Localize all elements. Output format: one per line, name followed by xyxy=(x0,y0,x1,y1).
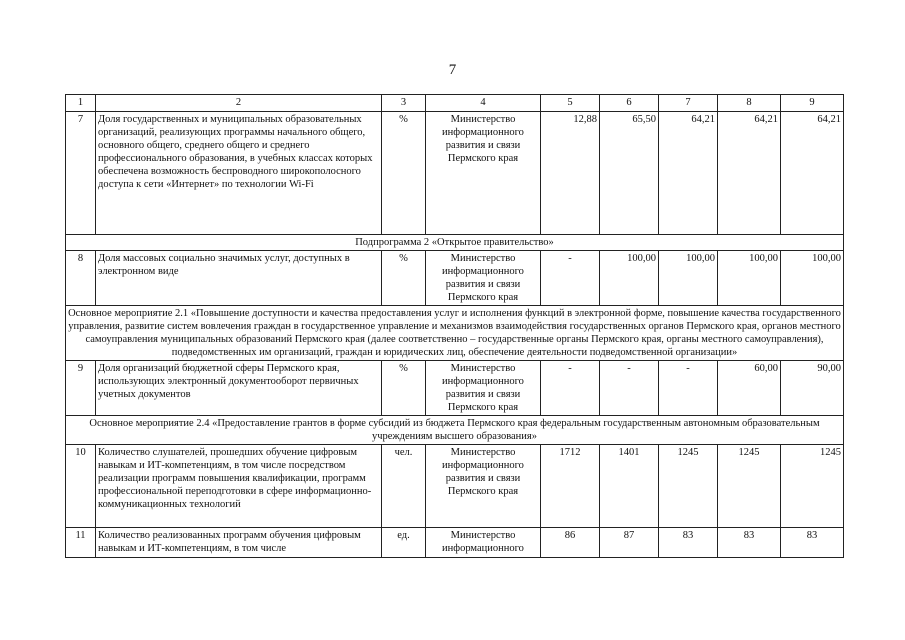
table-row xyxy=(66,361,844,416)
indicators-table xyxy=(65,94,844,558)
value-col-7: 1245 xyxy=(659,445,718,528)
table-row xyxy=(66,251,844,306)
responsible: Министерство информационного развития и связи Пермского края xyxy=(426,445,541,528)
value-col-9: 100,00 xyxy=(781,251,844,306)
value-col-8: 83 xyxy=(718,528,781,558)
value-col-7: 64,21 xyxy=(659,112,718,235)
value-col-6: 100,00 xyxy=(600,251,659,306)
responsible: Министерство информационного xyxy=(426,528,541,558)
value-col-9: 90,00 xyxy=(781,361,844,416)
header-col-3: 3 xyxy=(382,95,426,112)
responsible: Министерство информационного развития и связи Пермского края xyxy=(426,251,541,306)
responsible: Министерство информационного развития и связи Пермского края xyxy=(426,112,541,235)
page-number: 7 xyxy=(448,62,457,78)
value-col-7: 83 xyxy=(659,528,718,558)
indicator-name: Доля организаций бюджетной сферы Пермского края, использующих электронный документооборот первичных учетных документов xyxy=(96,361,382,416)
value-col-5: - xyxy=(541,251,600,306)
value-col-8: 64,21 xyxy=(718,112,781,235)
row-number: 8 xyxy=(66,251,96,306)
table-row xyxy=(66,112,844,235)
header-col-5: 5 xyxy=(541,95,600,112)
row-number: 10 xyxy=(66,445,96,528)
subprogram-title: Подпрограмма 2 «Открытое правительство» xyxy=(66,235,844,251)
row-number: 9 xyxy=(66,361,96,416)
header-col-4: 4 xyxy=(426,95,541,112)
value-col-8: 1245 xyxy=(718,445,781,528)
value-col-5: 12,88 xyxy=(541,112,600,235)
value-col-5: 1712 xyxy=(541,445,600,528)
indicator-name: Доля массовых социально значимых услуг, доступных в электронном виде xyxy=(96,251,382,306)
activity-2-4-title: Основное мероприятие 2.4 «Предоставление грантов в форме субсидий из бюджета Пермского края федеральным государственным автономным образовательным учреждениям высшего образования» xyxy=(66,416,844,445)
header-col-8: 8 xyxy=(718,95,781,112)
header-row xyxy=(66,95,844,112)
value-col-9: 83 xyxy=(781,528,844,558)
value-col-7: 100,00 xyxy=(659,251,718,306)
unit: ед. xyxy=(382,528,426,558)
value-col-7: - xyxy=(659,361,718,416)
value-col-8: 60,00 xyxy=(718,361,781,416)
indicator-name: Количество слушателей, прошедших обучение цифровым навыкам и ИТ-компетенциям, в том числе посредством реализации программ повышения квалификации, программ профессиональной переподготовки в сфере информационно-коммуникационных технологий xyxy=(96,445,382,528)
value-col-5: - xyxy=(541,361,600,416)
header-col-6: 6 xyxy=(600,95,659,112)
unit: % xyxy=(382,112,426,235)
activity-row xyxy=(66,416,844,445)
header-col-9: 9 xyxy=(781,95,844,112)
unit: % xyxy=(382,361,426,416)
header-col-1: 1 xyxy=(66,95,96,112)
table-row xyxy=(66,445,844,528)
responsible: Министерство информационного развития и связи Пермского края xyxy=(426,361,541,416)
unit: чел. xyxy=(382,445,426,528)
table-row xyxy=(66,528,844,558)
indicator-name: Количество реализованных программ обучения цифровым навыкам и ИТ-компетенциям, в том числе xyxy=(96,528,382,558)
value-col-5: 86 xyxy=(541,528,600,558)
value-col-6: - xyxy=(600,361,659,416)
header-col-7: 7 xyxy=(659,95,718,112)
row-number: 11 xyxy=(66,528,96,558)
activity-2-1-title: Основное мероприятие 2.1 «Повышение доступности и качества предоставления услуг и исполнения функций в электронной форме, повышение качества государственного управления, развитие систем вовлечения граждан в государственное управление и механизмов взаимодействия государственных органов Пермского края, органов местного самоуправления муниципальных образований Пермского края (далее соответственно – государственные органы Пермского края, органы местного самоуправления), подведомственных им организаций, граждан и юридических лиц, обеспечение деятельности подведомственной организации» xyxy=(66,306,844,361)
value-col-6: 65,50 xyxy=(600,112,659,235)
unit: % xyxy=(382,251,426,306)
value-col-9: 64,21 xyxy=(781,112,844,235)
value-col-9: 1245 xyxy=(781,445,844,528)
value-col-8: 100,00 xyxy=(718,251,781,306)
indicator-name: Доля государственных и муниципальных образовательных организаций, реализующих программы начального общего, основного общего, среднего общего и среднего профессионального образования, в учебных классах которых обеспечена возможность беспроводного широкополосного доступа к сети «Интернет» по технологии Wi-Fi xyxy=(96,112,382,235)
value-col-6: 1401 xyxy=(600,445,659,528)
header-col-2: 2 xyxy=(96,95,382,112)
value-col-6: 87 xyxy=(600,528,659,558)
activity-row xyxy=(66,306,844,361)
row-number: 7 xyxy=(66,112,96,235)
subprogram-row xyxy=(66,235,844,251)
